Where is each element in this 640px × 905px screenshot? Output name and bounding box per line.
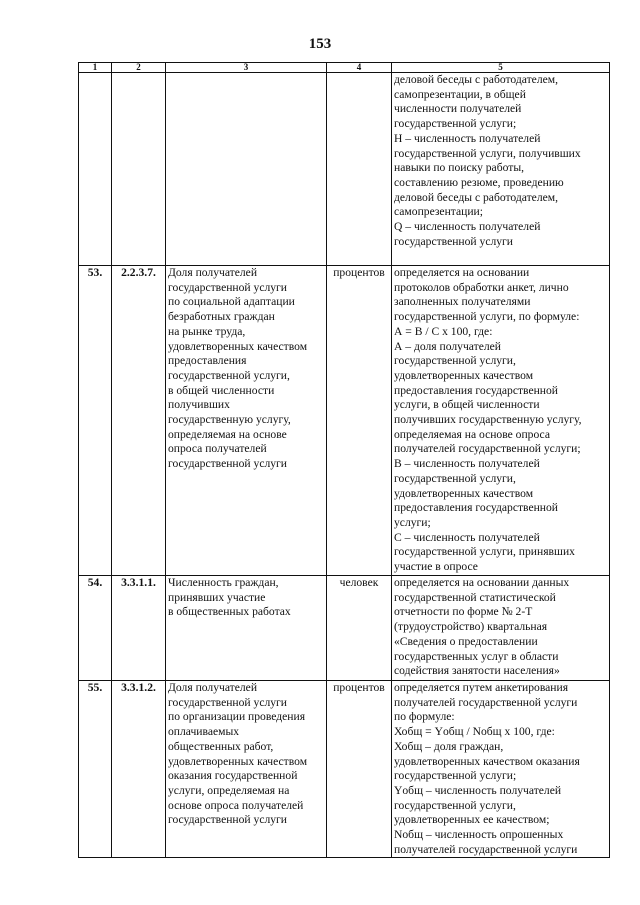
header-col-4: 4 xyxy=(327,63,392,73)
indicator-name-cell-line: определяемая на основе xyxy=(168,427,287,441)
indicator-name-cell-line: по организации проведения xyxy=(168,710,306,724)
method-cell-line: услуги; xyxy=(394,515,431,529)
method-cell-line: определяется на основании xyxy=(394,266,530,279)
indicator-name-cell-line: государственной услуги, xyxy=(168,368,290,382)
method-cell-line: заполненных получателями xyxy=(394,295,531,309)
unit-cell: человек xyxy=(327,576,392,681)
unit-cell xyxy=(327,73,392,266)
method-cell-line: государственной услуги, получивших xyxy=(394,146,581,160)
method-cell-line: Н – численность получателей xyxy=(394,131,541,145)
row-number-cell: 54. xyxy=(79,576,112,681)
method-cell-line: государственной услуги; xyxy=(394,117,517,131)
method-cell-line: Q – численность получателей xyxy=(394,220,541,234)
table-row xyxy=(79,576,610,681)
method-cell-line: определяется путем анкетирования xyxy=(394,681,569,694)
method-cell-line: государственной статистической xyxy=(394,590,556,604)
method-cell-line: протоколов обработки анкет, лично xyxy=(394,280,569,294)
method-cell-line: содействия занятости населения» xyxy=(394,664,560,678)
method-cell-line: Хобщ = Yобщ / Nобщ x 100, где: xyxy=(394,725,555,739)
header-col-2: 2 xyxy=(112,63,166,73)
indicator-name-cell xyxy=(166,266,327,576)
row-number-cell xyxy=(79,73,112,266)
indicator-name-cell-line: услуги, определяемая на xyxy=(168,783,290,797)
indicator-name-cell-line: опроса получателей xyxy=(168,442,267,456)
method-cell xyxy=(392,576,610,681)
method-cell-line: государственной услуги, xyxy=(394,471,516,485)
indicator-code-cell xyxy=(112,73,166,266)
indicator-name-cell xyxy=(166,681,327,858)
method-cell-line: С – численность получателей xyxy=(394,530,540,544)
method-cell-line: государственной услуги, принявших xyxy=(394,545,575,559)
method-cell-line: получивших государственную услугу, xyxy=(394,413,582,427)
indicator-name-cell-line: государственную услугу, xyxy=(168,413,291,427)
header-col-3: 3 xyxy=(166,63,327,73)
table-row xyxy=(79,681,610,858)
indicator-code-cell: 3.3.1.2. xyxy=(112,681,166,858)
method-cell-line: удовлетворенных качеством оказания xyxy=(394,754,580,768)
indicator-name-cell-line: в общей численности xyxy=(168,383,275,397)
method-cell-line: Nобщ – численность опрошенных xyxy=(394,828,564,842)
method-cell-line: удовлетворенных ее качеством; xyxy=(394,813,550,827)
indicator-name-cell-line: удовлетворенных качеством xyxy=(168,339,308,353)
indicator-name-cell-line: по социальной адаптации xyxy=(168,295,295,309)
method-cell-line: государственных услуг в области xyxy=(394,649,559,663)
method-cell-line: участие в опросе xyxy=(394,560,478,574)
method-cell-line: составлению резюме, проведению xyxy=(394,175,564,189)
method-cell-line: получателей государственной услуги xyxy=(394,842,578,856)
method-cell-line: получателей государственной услуги xyxy=(394,695,578,709)
indicator-name-cell-line: предоставления xyxy=(168,354,247,368)
table-row xyxy=(79,266,610,576)
indicator-name-cell-line: оплачиваемых xyxy=(168,725,240,739)
page-number: 153 xyxy=(308,36,332,52)
method-cell-line: В – численность получателей xyxy=(394,457,540,471)
method-cell-line: получателей государственной услуги; xyxy=(394,442,581,456)
indicator-name-cell-line: удовлетворенных качеством xyxy=(168,754,308,768)
indicator-name-cell-line: государственной услуги xyxy=(168,813,288,827)
method-cell-line: определяемая на основе опроса xyxy=(394,427,550,441)
method-cell-line: Yобщ – численность получателей xyxy=(394,783,562,797)
indicator-name-cell-line: безработных граждан xyxy=(168,310,275,324)
method-cell xyxy=(392,266,610,576)
method-cell-line: А = В / С x 100, где: xyxy=(394,324,493,338)
table-row xyxy=(79,73,610,266)
header-row xyxy=(79,63,610,73)
header-col-5: 5 xyxy=(392,63,610,73)
method-cell-line: удовлетворенных качеством xyxy=(394,368,534,382)
indicator-name-cell-line: государственной услуги xyxy=(168,695,288,709)
indicator-name-cell-line: государственной услуги xyxy=(168,280,288,294)
indicator-name-cell-line: государственной услуги xyxy=(168,457,288,471)
method-cell-line: по формуле: xyxy=(394,710,455,724)
method-cell-line: деловой беседы с работодателем, xyxy=(394,190,558,204)
indicator-name-cell xyxy=(166,576,327,681)
method-cell-line: предоставления государственной xyxy=(394,383,558,397)
indicator-name-cell xyxy=(166,73,327,266)
indicator-name-cell-line: Численность граждан, xyxy=(168,576,279,589)
method-cell xyxy=(392,681,610,858)
method-cell-line: деловой беседы с работодателем, xyxy=(394,73,558,86)
method-cell-line: Хобщ – доля граждан, xyxy=(394,739,504,753)
method-cell-line: (трудоустройство) квартальная xyxy=(394,620,548,634)
indicator-name-cell-line: основе опроса получателей xyxy=(168,798,304,812)
indicator-name-cell-line: в общественных работах xyxy=(168,605,291,619)
row-number-cell: 55. xyxy=(79,681,112,858)
method-cell-line: удовлетворенных качеством xyxy=(394,486,534,500)
method-cell-line: навыки по поиску работы, xyxy=(394,161,525,175)
method-cell-line: государственной услуги, по формуле: xyxy=(394,310,580,324)
method-cell xyxy=(392,73,610,266)
method-cell-line: самопрезентации; xyxy=(394,205,483,219)
method-cell-line: «Сведения о предоставлении xyxy=(394,634,538,648)
method-cell-line: А – доля получателей xyxy=(394,339,501,353)
indicator-name-cell-line: получивших xyxy=(168,398,230,412)
indicator-name-cell-line: на рынке труда, xyxy=(168,324,246,338)
indicator-name-cell-line: принявших участие xyxy=(168,590,266,604)
row-number-cell: 53. xyxy=(79,266,112,576)
header-col-1: 1 xyxy=(79,63,112,73)
method-cell-line: численности получателей xyxy=(394,102,522,116)
method-cell-line: государственной услуги, xyxy=(394,798,516,812)
method-cell-line: определяется на основании данных xyxy=(394,576,570,589)
indicators-table xyxy=(78,62,610,858)
method-cell-line: государственной услуги; xyxy=(394,769,517,783)
indicator-code-cell: 3.3.1.1. xyxy=(112,576,166,681)
method-cell-line: отчетности по форме № 2-Т xyxy=(394,605,533,619)
indicator-code-cell: 2.2.3.7. xyxy=(112,266,166,576)
unit-cell: процентов xyxy=(327,681,392,858)
indicator-name-cell-line: общественных работ, xyxy=(168,739,274,753)
method-cell-line: государственной услуги xyxy=(394,234,514,248)
method-cell-line: предоставления государственной xyxy=(394,501,558,515)
method-cell-line: услуги, в общей численности xyxy=(394,398,540,412)
indicator-name-cell-line: Доля получателей xyxy=(168,681,258,694)
method-cell-line: самопрезентации, в общей xyxy=(394,87,526,101)
method-cell-line: государственной услуги, xyxy=(394,354,516,368)
indicator-name-cell-line: Доля получателей xyxy=(168,266,258,279)
unit-cell: процентов xyxy=(327,266,392,576)
indicator-name-cell-line: оказания государственной xyxy=(168,769,298,783)
